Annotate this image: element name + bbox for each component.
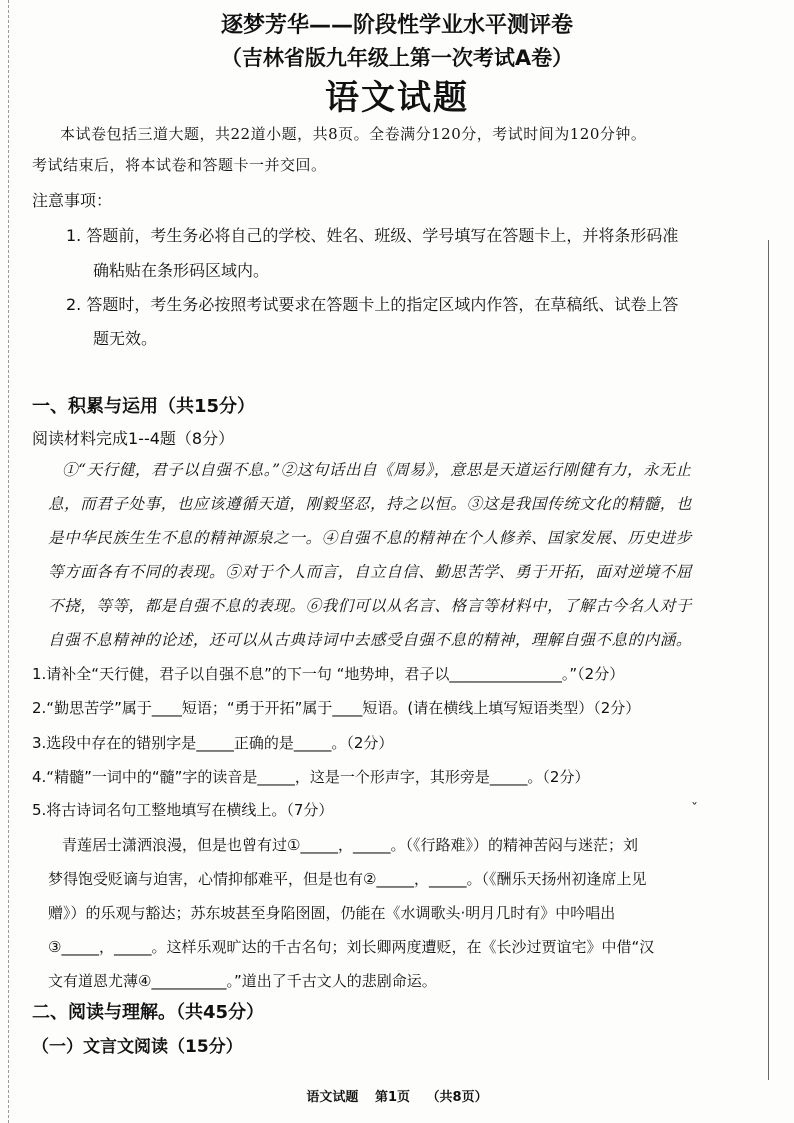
binding-dashed-line bbox=[8, 0, 9, 1123]
question-4: 4.“精髓”一词中的“髓”字的读音是_____，这是一个形声字，其形旁是_____。（2分） bbox=[32, 768, 590, 786]
intro-line-2: 考试结束后，将本试卷和答题卡一并交回。 bbox=[32, 156, 327, 174]
footer-total-pages: （共8页） bbox=[426, 1090, 488, 1105]
exam-edition-subtitle: （吉林省版九年级上第一次考试A卷） bbox=[220, 46, 574, 70]
part-1-heading: 一、积累与运用（共15分） bbox=[32, 396, 256, 417]
question-3: 3.选段中存在的错别字是_____正确的是_____。（2分） bbox=[32, 734, 394, 752]
question-1: 1.请补全“天行健，君子以自强不息”的下一句 “地势坤，君子以_______________。”（2分） bbox=[32, 665, 625, 683]
footer-subject: 语文试题 bbox=[306, 1090, 359, 1105]
reading-prompt: 阅读材料完成1--4题（8分） bbox=[32, 429, 235, 448]
intro-line-1: 本试卷包括三道大题，共22道小题，共8页。全卷满分120分，考试时间为120分钟。 bbox=[60, 125, 647, 143]
notice-heading: 注意事项： bbox=[32, 191, 113, 210]
exam-series-title: 逐梦芳华——阶段性学业水平测评卷 bbox=[220, 13, 573, 38]
question-5: 5.将古诗词名句工整地填写在横线上。（7分） bbox=[32, 801, 334, 819]
poetry-line-3: 赠》）的乐观与豁达；苏东坡甚至身陷囹圄，仍能在《水调歌头·明月几时有》中吟唱出 bbox=[48, 904, 616, 922]
notice-item-2-line-1: 2. 答题时，考生务必按照考试要求在答题卡上的指定区域内作答，在草稿纸、试卷上答 bbox=[66, 295, 679, 314]
part-2-heading: 二、阅读与理解。（共45分） bbox=[32, 1002, 265, 1023]
notice-item-1-line-2: 确粘贴在条形码区域内。 bbox=[93, 261, 270, 280]
notice-item-1-line-1: 1. 答题前，考生务必将自己的学校、姓名、班级、学号填写在答题卡上，并将条形码准 bbox=[66, 226, 679, 245]
poetry-line-1: 青莲居士潇洒浪漫，但是也曾有过①_____，_____。（《行路难》）的精神苦闷与迷茫；刘 bbox=[62, 836, 638, 854]
footer-page-number: 第1页 bbox=[374, 1090, 410, 1105]
poetry-line-4: ③_____，_____。这样乐观旷达的千古名句；刘长卿两度遭贬，在《长沙过贾谊宅》中借“汉 bbox=[48, 938, 655, 956]
poetry-line-5: 文有道恩尤薄④__________。”道出了千古文人的悲剧命运。 bbox=[48, 972, 437, 990]
classical-reading-heading: （一）文言文阅读（15分） bbox=[32, 1037, 243, 1057]
passage-line-4: 等方面各有不同的表现。⑤对于个人而言，自立自信、勤思苦学、勇于开拓，面对逆境不屈 bbox=[48, 563, 693, 581]
notice-item-2-line-2: 题无效。 bbox=[93, 329, 158, 348]
passage-line-5: 不挠，等等，都是自强不息的表现。⑥我们可以从名言、格言等材料中，了解古今名人对于 bbox=[48, 597, 693, 615]
passage-line-1: ①“天行健，君子以自强不息。”②这句话出自《周易》，意思是天道运行刚健有力，永无止 bbox=[62, 461, 692, 479]
page-edge-line bbox=[768, 240, 769, 1080]
passage-line-6: 自强不息精神的论述，还可以从古典诗词中去感受自强不息的精神，理解自强不息的内涵。 bbox=[48, 631, 693, 649]
subject-title: 语文试题 bbox=[325, 78, 469, 118]
passage-line-2: 息，而君子处事，也应该遵循天道，刚毅坚忍，持之以恒。③这是我国传统文化的精髓，也 bbox=[48, 495, 693, 513]
question-2: 2.“勤思苦学”属于____短语；“勇于开拓”属于____短语。(请在横线上填写短语类型）（2分） bbox=[32, 699, 641, 717]
page-footer bbox=[0, 1086, 794, 1105]
ink-mark: ˯ bbox=[691, 789, 698, 805]
poetry-line-2: 梦得饱受贬谪与迫害，心情抑郁难平，但是也有②_____，_____。（《酬乐天扬州初逢席上见 bbox=[48, 870, 647, 888]
passage-line-3: 是中华民族生生不息的精神源泉之一。④自强不息的精神在个人修养、国家发展、历史进步 bbox=[48, 529, 693, 547]
